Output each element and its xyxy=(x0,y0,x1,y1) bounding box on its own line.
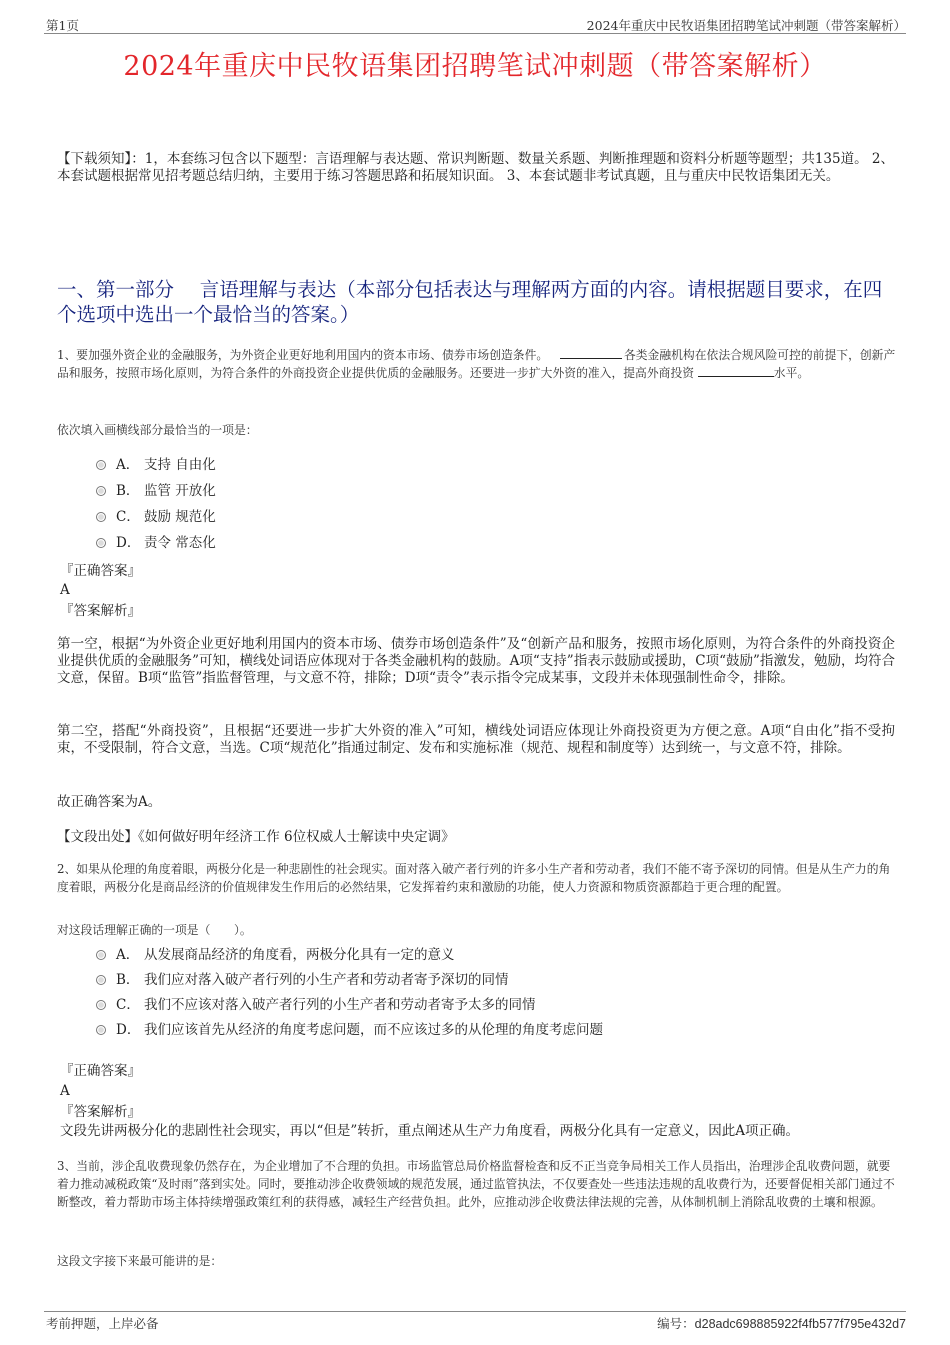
q2-answer: A xyxy=(60,1083,70,1099)
footer-code-label: 编号： xyxy=(657,1316,695,1331)
question-2-stem: 2、如果从伦理的角度着眼，两极分化是一种悲剧性的社会现实。面对落入破产者行列的许多小生产者和劳动者，我们不能不寄予深切的同情。但是从生产力的角度着眼，两极分化是商品经济的价值规律发生作用后的必然结果，它发挥着约束和激励的功能，使人力资源和物质资源都趋于更合理的配置。 xyxy=(57,862,891,894)
footer-code-value: d28adc698885922f4fb577f795e432d7 xyxy=(694,1317,906,1331)
radio-icon[interactable] xyxy=(96,975,106,985)
q1-analysis-label: 『答案解析』 xyxy=(60,603,141,619)
q2-option-a[interactable]: A． 从发展商品经济的角度看，两极分化具有一定的意义 xyxy=(96,946,455,964)
question-1-stem xyxy=(57,346,897,382)
radio-icon[interactable] xyxy=(96,460,106,470)
q1-answer-label: 『正确答案』 xyxy=(60,563,141,579)
radio-icon[interactable] xyxy=(96,1025,106,1035)
footer-code xyxy=(657,1314,906,1332)
running-title: 2024年重庆中民牧语集团招聘笔试冲刺题（带答案解析） xyxy=(586,18,906,33)
q2-option-c[interactable]: C． 我们不应该对落入破产者行列的小生产者和劳动者寄予太多的同情 xyxy=(96,996,536,1014)
q1-option-d[interactable]: D． 责令 常态化 xyxy=(96,534,216,552)
radio-icon[interactable] xyxy=(96,512,106,522)
question-3-prompt: 这段文字接下来最可能讲的是： xyxy=(57,1254,223,1268)
fill-blank-1 xyxy=(560,346,622,359)
q2-analysis-label: 『答案解析』 xyxy=(60,1104,141,1120)
q1-analysis-conclusion: 故正确答案为A。 xyxy=(57,794,162,810)
question-1-text-c: 水平。 xyxy=(773,366,810,380)
question-1-text-a: 1、要加强外资企业的金融服务，为外资企业更好地利用国内的资本市场、债券市场创造条件。 xyxy=(57,348,549,362)
q1-answer: A xyxy=(60,582,70,598)
page-title: 2024年重庆中民牧语集团招聘笔试冲刺题（带答案解析） xyxy=(123,51,827,82)
footer-slogan: 考前押题，上岸必备 xyxy=(46,1316,159,1331)
q1-analysis-para-1: 第一空，根据“为外资企业更好地利用国内的资本市场、债券市场创造条件”及“创新产品和服务，按照市场化原则，为符合条件的外商投资企业提供优质的金融服务”可知，横线处词语应体现对于各类金融机构的鼓励。A项“支持”指表示鼓励或援助，C项“鼓励”指激发，勉励，均符合文意，保留。B项“监管”指监督管理，与文意不符，排除；D项“责令”表示指令完成某事，文段并未体现强制性命令，排除。 xyxy=(57,636,895,686)
radio-icon[interactable] xyxy=(96,486,106,496)
q2-option-b[interactable]: B． 我们应对落入破产者行列的小生产者和劳动者寄予深切的同情 xyxy=(96,971,509,989)
q2-answer-label: 『正确答案』 xyxy=(60,1063,141,1079)
fill-blank-2 xyxy=(698,364,774,377)
radio-icon[interactable] xyxy=(96,538,106,548)
q1-option-c[interactable]: C． 鼓励 规范化 xyxy=(96,508,216,526)
download-note: 【下载须知】：1，本套练习包含以下题型：言语理解与表达题、常识判断题、数量关系题、判断推理题和资料分析题等题型；共135道。 2、本套试题根据常见招考题总结归纳，主要用于练习答题思路和拓展知识面。 3、本套试题非考试真题，且与重庆中民牧语集团无关。 xyxy=(57,151,894,184)
q1-analysis-para-2: 第二空，搭配“外商投资”，且根据“还要进一步扩大外资的准入”可知，横线处词语应体现让外商投资更为方便之意。A项“自由化”指不受拘束，不受限制，符合文意，当选。C项“规范化”指通过制定、发布和实施标准（规范、规程和制度等）达到统一，与文意不符，排除。 xyxy=(57,723,895,756)
q2-option-d[interactable]: D． 我们应该首先从经济的角度考虑问题，而不应该过多的从伦理的角度考虑问题 xyxy=(96,1021,603,1039)
question-2-prompt: 对这段话理解正确的一项是（ ）。 xyxy=(57,923,252,937)
question-3-stem: 3、当前，涉企乱收费现象仍然存在，为企业增加了不合理的负担。市场监管总局价格监督检查和反不正当竞争局相关工作人员指出，治理涉企乱收费问题，就要着力推动减税政策“及时雨”落到实处。同时，要推动涉企收费领域的规范发展，通过监管执法，不仅要查处一些违法违规的乱收费行为，还要督促相关部门通过不断整改，着力帮助市场主体持续增强政策红利的获得感，减轻生产经营负担。此外，应推动涉企收费法律法规的完善，从体制机制上消除乱收费的土壤和根源。 xyxy=(57,1159,895,1209)
section-heading: 一、第一部分 言语理解与表达（本部分包括表达与理解两方面的内容。请根据题目要求，在四个选项中选出一个最恰当的答案。） xyxy=(57,278,883,326)
q1-option-a[interactable]: A． 支持 自由化 xyxy=(96,456,216,474)
radio-icon[interactable] xyxy=(96,950,106,960)
radio-icon[interactable] xyxy=(96,1000,106,1010)
question-1-prompt: 依次填入画横线部分最恰当的一项是： xyxy=(57,423,258,437)
footer-divider xyxy=(44,1311,906,1312)
page-number: 第1页 xyxy=(46,18,79,33)
header-divider xyxy=(44,33,906,34)
q1-source: 【文段出处】《如何做好明年经济工作 6位权威人士解读中央定调》 xyxy=(57,829,455,845)
question-1-text-b: 各类金融机构在依法合规风险可控的前提下，创新产品和服务，按照市场化原则，为符合条件的外商投资企业提供优质的金融服务。还要进一步扩大外资的准入，提高外商投资 xyxy=(57,348,896,380)
q2-analysis: 文段先讲两极分化的悲剧性社会现实，再以“但是”转折，重点阐述从生产力角度看，两极分化具有一定意义，因此A项正确。 xyxy=(60,1123,800,1139)
q1-option-b[interactable]: B． 监管 开放化 xyxy=(96,482,216,500)
